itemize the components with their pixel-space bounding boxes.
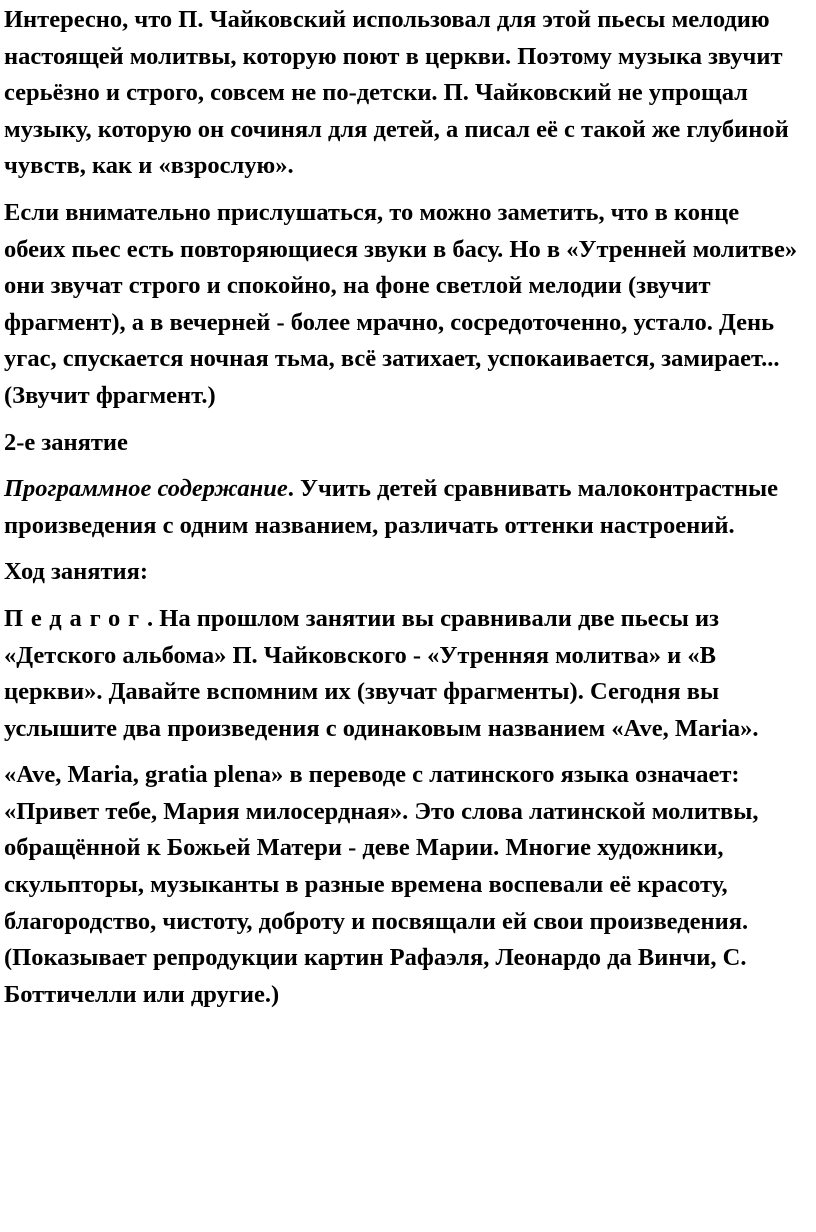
procedure-heading: Ход занятия: (4, 558, 149, 586)
program-content-label: Программное содержание (4, 475, 288, 503)
program-content-text: . Учить детей сравнивать малоконтрастные произведения с одним названием, различать оттенки настроений. (4, 475, 779, 539)
teacher-label: Педагог (4, 604, 148, 632)
lesson-heading: 2-е занятие (4, 428, 128, 456)
program-content (4, 471, 806, 544)
teacher-text: . На прошлом занятии вы сравнивали две пьесы из «Детского альбома» П. Чайковского - «Утренняя молитва» и «В церкви». Давайте вспомним их (звучат фрагменты). Сегодня вы услышите два произведения с одинаковым названием «Ave, Maria». (4, 604, 759, 742)
teacher-paragraph (4, 601, 806, 747)
paragraph-tchaikovsky-melody: Интересно, что П. Чайковский использовал для этой пьесы мелодию настоящей молитвы, которую поют в церкви. Поэтому музыка звучит серьёзно и строго, совсем не по-детски. П. Чайковский не упрощал музыку, которую он сочинял для детей, а писал её с такой же глубиной чувств, как и «взрослую». (4, 6, 789, 180)
paragraph-bass-repetition: Если внимательно прислушаться, то можно заметить, что в конце обеих пьес есть повторяющиеся звуки в басу. Но в «Утренней молитве» они звучат строго и спокойно, на фоне светлой мелодии (звучит фрагмент), а в вечерней - более мрачно, сосредоточенно, устало. День угас, спускается ночная тьма, всё затихает, успокаивается, замирает... (Звучит фрагмент.) (4, 198, 798, 409)
ave-maria-paragraph: «Ave, Maria, gratia plena» в переводе с латинского языка означает: «Привет тебе, Мария милосердная». Это слова латинской молитвы, обращённой к Божьей Матери - деве Марии. Многие художники, скульпторы, музыканты в разные времена воспевали её красоту, благородство, чистоту, доброту и посвящали ей свои произведения. (Показывает репродукции картин Рафаэля, Леонардо да Винчи, С. Боттичелли или другие.) (4, 761, 759, 1008)
